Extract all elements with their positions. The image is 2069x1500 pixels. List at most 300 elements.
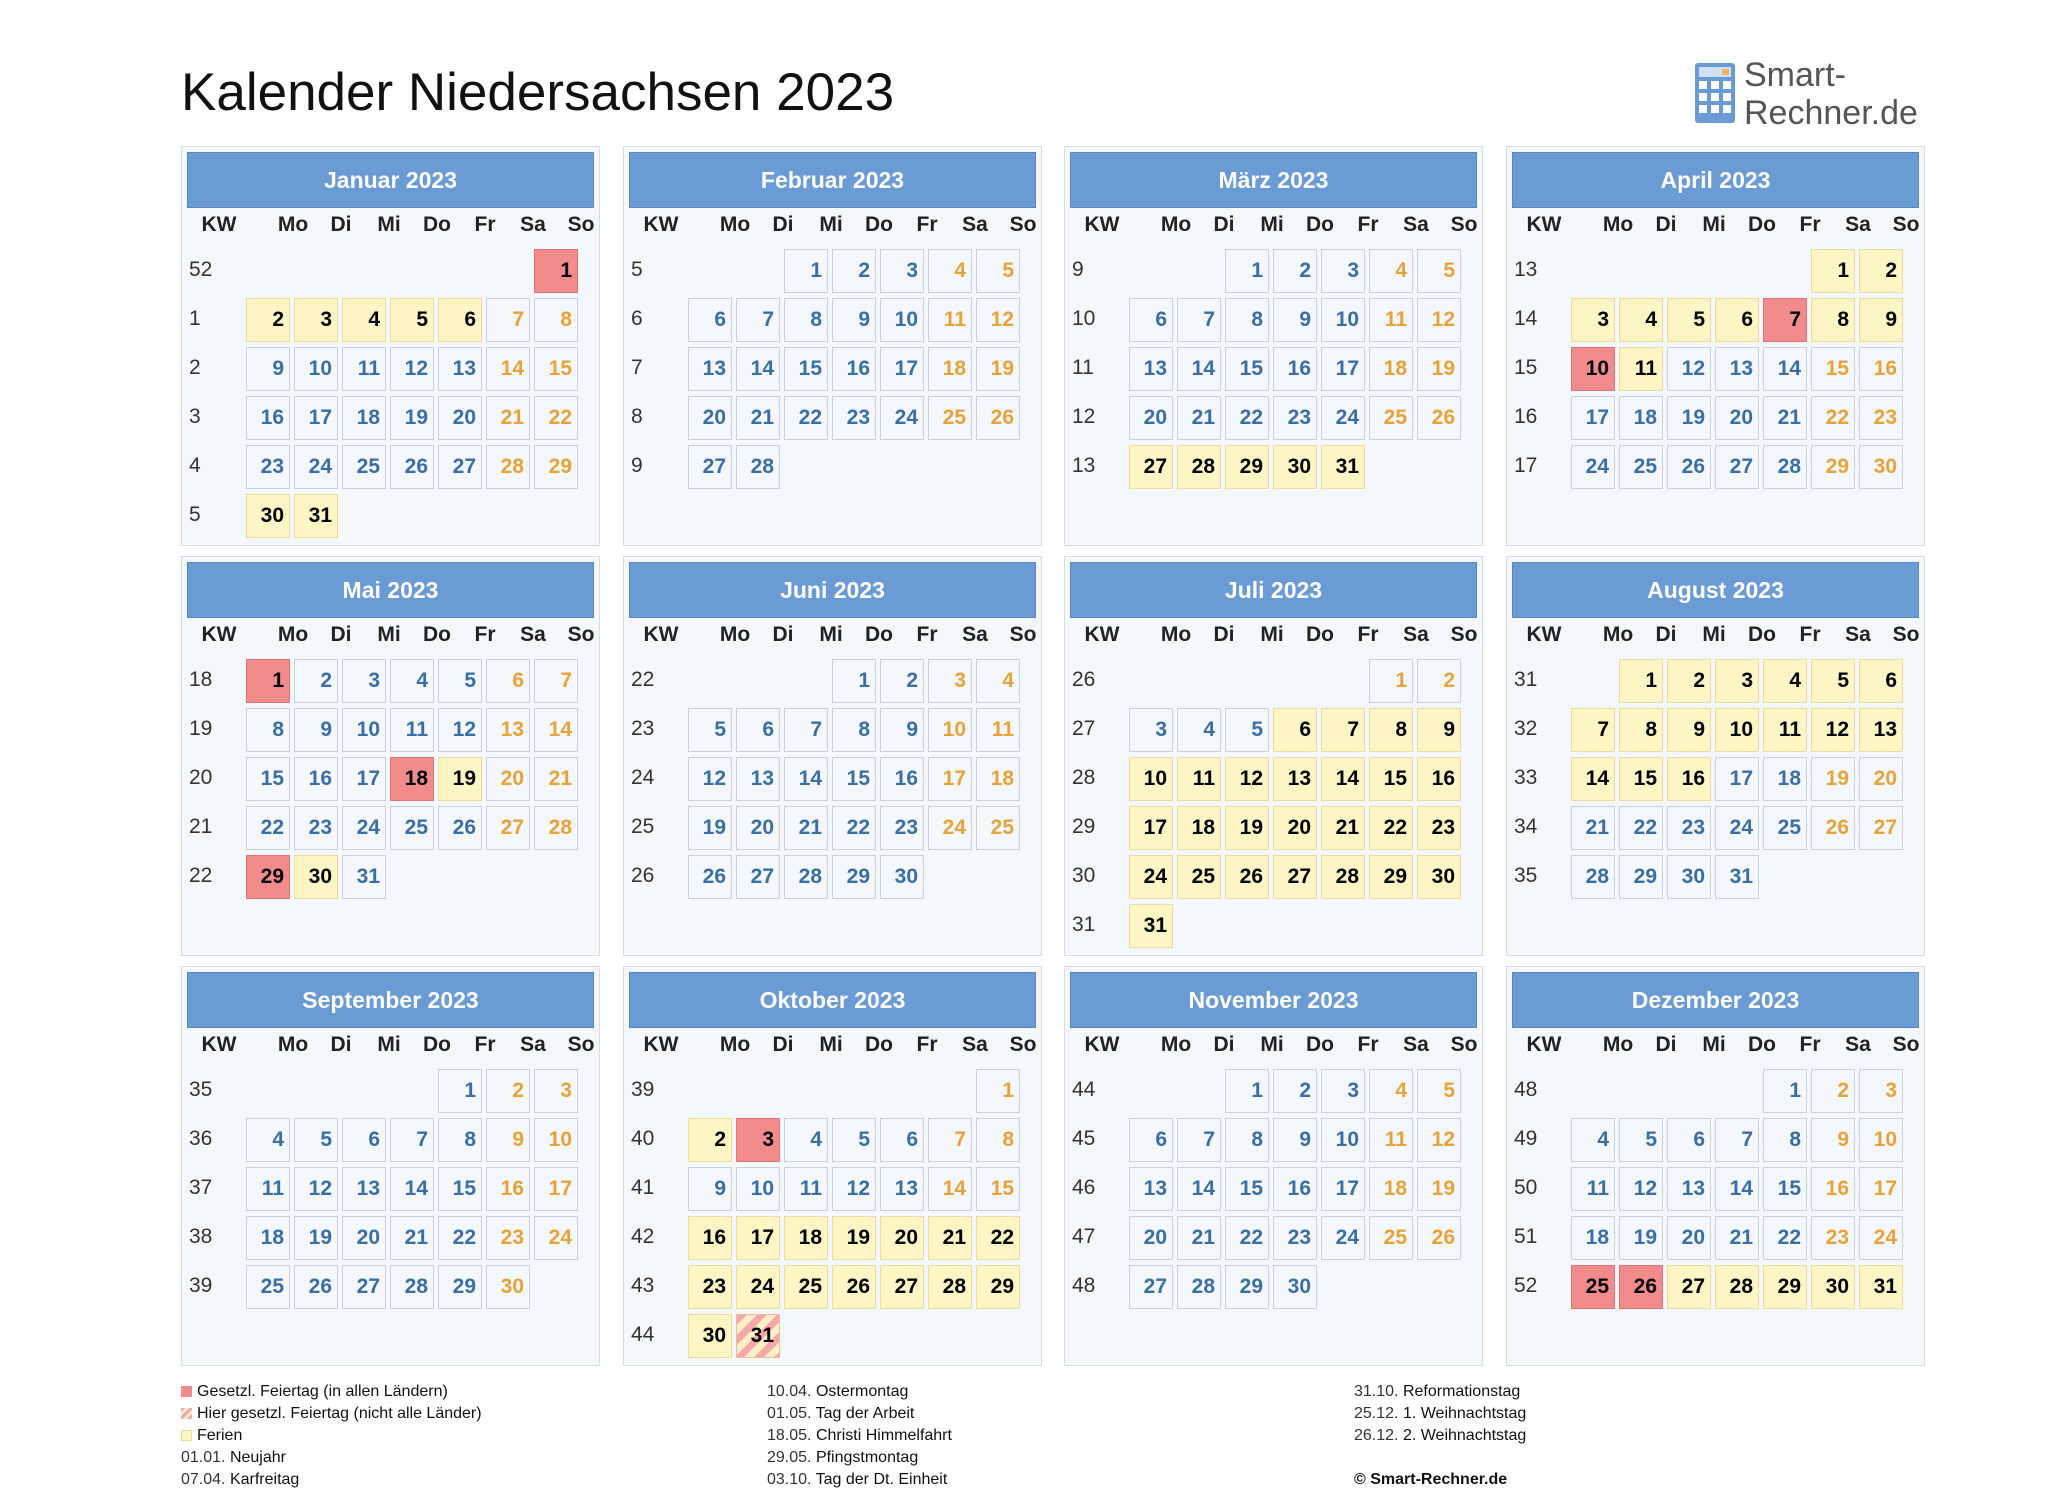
day-cell[interactable]: 26 bbox=[976, 396, 1020, 440]
day-cell[interactable]: 17 bbox=[1859, 1167, 1903, 1211]
day-cell[interactable]: 13 bbox=[736, 757, 780, 801]
day-cell[interactable]: 30 bbox=[1667, 855, 1711, 899]
day-cell[interactable]: 19 bbox=[1811, 757, 1855, 801]
day-cell[interactable]: 7 bbox=[1763, 298, 1807, 342]
day-cell[interactable]: 10 bbox=[1859, 1118, 1903, 1162]
day-cell[interactable]: 11 bbox=[246, 1167, 290, 1211]
day-cell[interactable]: 31 bbox=[1859, 1265, 1903, 1309]
day-cell[interactable]: 17 bbox=[1715, 757, 1759, 801]
day-cell[interactable]: 12 bbox=[1417, 298, 1461, 342]
day-cell[interactable]: 25 bbox=[1571, 1265, 1615, 1309]
day-cell[interactable]: 20 bbox=[486, 757, 530, 801]
day-cell[interactable]: 28 bbox=[736, 445, 780, 489]
day-cell[interactable]: 19 bbox=[688, 806, 732, 850]
day-cell[interactable]: 20 bbox=[688, 396, 732, 440]
day-cell[interactable]: 9 bbox=[486, 1118, 530, 1162]
day-cell[interactable]: 12 bbox=[390, 347, 434, 391]
day-cell[interactable]: 20 bbox=[736, 806, 780, 850]
day-cell[interactable]: 1 bbox=[784, 249, 828, 293]
day-cell[interactable]: 8 bbox=[534, 298, 578, 342]
day-cell[interactable]: 4 bbox=[1619, 298, 1663, 342]
day-cell[interactable]: 5 bbox=[1667, 298, 1711, 342]
day-cell[interactable]: 28 bbox=[1571, 855, 1615, 899]
day-cell[interactable]: 21 bbox=[736, 396, 780, 440]
day-cell[interactable]: 8 bbox=[1369, 708, 1413, 752]
day-cell[interactable]: 24 bbox=[1129, 855, 1173, 899]
day-cell[interactable]: 29 bbox=[534, 445, 578, 489]
day-cell[interactable]: 30 bbox=[1417, 855, 1461, 899]
day-cell[interactable]: 11 bbox=[1619, 347, 1663, 391]
day-cell[interactable]: 27 bbox=[486, 806, 530, 850]
day-cell[interactable]: 9 bbox=[1417, 708, 1461, 752]
day-cell[interactable]: 8 bbox=[1619, 708, 1663, 752]
day-cell[interactable]: 12 bbox=[1619, 1167, 1663, 1211]
day-cell[interactable]: 17 bbox=[1321, 1167, 1365, 1211]
day-cell[interactable]: 19 bbox=[390, 396, 434, 440]
day-cell[interactable]: 15 bbox=[1225, 347, 1269, 391]
day-cell[interactable]: 16 bbox=[1667, 757, 1711, 801]
day-cell[interactable]: 12 bbox=[1417, 1118, 1461, 1162]
day-cell[interactable]: 29 bbox=[1225, 1265, 1269, 1309]
day-cell[interactable]: 31 bbox=[1129, 904, 1173, 948]
day-cell[interactable]: 31 bbox=[1321, 445, 1365, 489]
day-cell[interactable]: 24 bbox=[880, 396, 924, 440]
day-cell[interactable]: 3 bbox=[1859, 1069, 1903, 1113]
day-cell[interactable]: 18 bbox=[928, 347, 972, 391]
day-cell[interactable]: 3 bbox=[1321, 1069, 1365, 1113]
day-cell[interactable]: 30 bbox=[486, 1265, 530, 1309]
day-cell[interactable]: 27 bbox=[1859, 806, 1903, 850]
day-cell[interactable]: 9 bbox=[688, 1167, 732, 1211]
day-cell[interactable]: 1 bbox=[1225, 1069, 1269, 1113]
day-cell[interactable]: 11 bbox=[390, 708, 434, 752]
day-cell[interactable]: 30 bbox=[1811, 1265, 1855, 1309]
day-cell[interactable]: 15 bbox=[438, 1167, 482, 1211]
day-cell[interactable]: 18 bbox=[342, 396, 386, 440]
day-cell[interactable]: 14 bbox=[1763, 347, 1807, 391]
day-cell[interactable]: 13 bbox=[1129, 347, 1173, 391]
day-cell[interactable]: 14 bbox=[784, 757, 828, 801]
day-cell[interactable]: 7 bbox=[1571, 708, 1615, 752]
day-cell[interactable]: 16 bbox=[880, 757, 924, 801]
day-cell[interactable]: 17 bbox=[1571, 396, 1615, 440]
day-cell[interactable]: 7 bbox=[1177, 1118, 1221, 1162]
day-cell[interactable]: 12 bbox=[1811, 708, 1855, 752]
day-cell[interactable]: 25 bbox=[1369, 396, 1413, 440]
day-cell[interactable]: 23 bbox=[1273, 396, 1317, 440]
day-cell[interactable]: 9 bbox=[880, 708, 924, 752]
day-cell[interactable]: 23 bbox=[294, 806, 338, 850]
day-cell[interactable]: 23 bbox=[1273, 1216, 1317, 1260]
day-cell[interactable]: 21 bbox=[928, 1216, 972, 1260]
day-cell[interactable]: 4 bbox=[1369, 1069, 1413, 1113]
day-cell[interactable]: 6 bbox=[1129, 298, 1173, 342]
day-cell[interactable]: 31 bbox=[1715, 855, 1759, 899]
day-cell[interactable]: 20 bbox=[1859, 757, 1903, 801]
day-cell[interactable]: 8 bbox=[246, 708, 290, 752]
day-cell[interactable]: 9 bbox=[1273, 1118, 1317, 1162]
day-cell[interactable]: 30 bbox=[1859, 445, 1903, 489]
day-cell[interactable]: 26 bbox=[1667, 445, 1711, 489]
day-cell[interactable]: 10 bbox=[342, 708, 386, 752]
day-cell[interactable]: 29 bbox=[1811, 445, 1855, 489]
day-cell[interactable]: 14 bbox=[1177, 347, 1221, 391]
day-cell[interactable]: 27 bbox=[688, 445, 732, 489]
day-cell[interactable]: 15 bbox=[246, 757, 290, 801]
day-cell[interactable]: 27 bbox=[1667, 1265, 1711, 1309]
day-cell[interactable]: 5 bbox=[390, 298, 434, 342]
day-cell[interactable]: 21 bbox=[1715, 1216, 1759, 1260]
day-cell[interactable]: 20 bbox=[342, 1216, 386, 1260]
day-cell[interactable]: 5 bbox=[1225, 708, 1269, 752]
day-cell[interactable]: 12 bbox=[1667, 347, 1711, 391]
day-cell[interactable]: 6 bbox=[736, 708, 780, 752]
day-cell[interactable]: 8 bbox=[1763, 1118, 1807, 1162]
day-cell[interactable]: 23 bbox=[246, 445, 290, 489]
day-cell[interactable]: 18 bbox=[1369, 347, 1413, 391]
day-cell[interactable]: 27 bbox=[880, 1265, 924, 1309]
day-cell[interactable]: 11 bbox=[928, 298, 972, 342]
day-cell[interactable]: 30 bbox=[688, 1314, 732, 1358]
day-cell[interactable]: 18 bbox=[246, 1216, 290, 1260]
day-cell[interactable]: 13 bbox=[1859, 708, 1903, 752]
day-cell[interactable]: 18 bbox=[976, 757, 1020, 801]
day-cell[interactable]: 25 bbox=[390, 806, 434, 850]
day-cell[interactable]: 4 bbox=[928, 249, 972, 293]
day-cell[interactable]: 8 bbox=[976, 1118, 1020, 1162]
day-cell[interactable]: 13 bbox=[1715, 347, 1759, 391]
day-cell[interactable]: 8 bbox=[1225, 1118, 1269, 1162]
day-cell[interactable]: 27 bbox=[1715, 445, 1759, 489]
day-cell[interactable]: 19 bbox=[832, 1216, 876, 1260]
day-cell[interactable]: 12 bbox=[438, 708, 482, 752]
day-cell[interactable]: 25 bbox=[784, 1265, 828, 1309]
day-cell[interactable]: 4 bbox=[1177, 708, 1221, 752]
day-cell[interactable]: 21 bbox=[1571, 806, 1615, 850]
day-cell[interactable]: 22 bbox=[534, 396, 578, 440]
day-cell[interactable]: 1 bbox=[832, 659, 876, 703]
day-cell[interactable]: 27 bbox=[342, 1265, 386, 1309]
day-cell[interactable]: 30 bbox=[1273, 445, 1317, 489]
day-cell[interactable]: 10 bbox=[1129, 757, 1173, 801]
day-cell[interactable]: 2 bbox=[832, 249, 876, 293]
day-cell[interactable]: 22 bbox=[1763, 1216, 1807, 1260]
day-cell[interactable]: 1 bbox=[246, 659, 290, 703]
day-cell[interactable]: 2 bbox=[294, 659, 338, 703]
day-cell[interactable]: 11 bbox=[1369, 1118, 1413, 1162]
day-cell[interactable]: 11 bbox=[784, 1167, 828, 1211]
day-cell[interactable]: 15 bbox=[1619, 757, 1663, 801]
day-cell[interactable]: 13 bbox=[438, 347, 482, 391]
day-cell[interactable]: 1 bbox=[1619, 659, 1663, 703]
day-cell[interactable]: 19 bbox=[1417, 1167, 1461, 1211]
day-cell[interactable]: 15 bbox=[1763, 1167, 1807, 1211]
day-cell[interactable]: 30 bbox=[294, 855, 338, 899]
day-cell[interactable]: 7 bbox=[534, 659, 578, 703]
day-cell[interactable]: 3 bbox=[928, 659, 972, 703]
day-cell[interactable]: 4 bbox=[1763, 659, 1807, 703]
day-cell[interactable]: 9 bbox=[832, 298, 876, 342]
day-cell[interactable]: 26 bbox=[1417, 1216, 1461, 1260]
day-cell[interactable]: 4 bbox=[1571, 1118, 1615, 1162]
day-cell[interactable]: 9 bbox=[1667, 708, 1711, 752]
day-cell[interactable]: 3 bbox=[1129, 708, 1173, 752]
day-cell[interactable]: 18 bbox=[784, 1216, 828, 1260]
brand-logo[interactable] bbox=[1694, 58, 1934, 130]
day-cell[interactable]: 6 bbox=[1859, 659, 1903, 703]
day-cell[interactable]: 15 bbox=[976, 1167, 1020, 1211]
day-cell[interactable]: 25 bbox=[1619, 445, 1663, 489]
day-cell[interactable]: 28 bbox=[534, 806, 578, 850]
day-cell[interactable]: 29 bbox=[438, 1265, 482, 1309]
day-cell[interactable]: 4 bbox=[976, 659, 1020, 703]
day-cell[interactable]: 19 bbox=[294, 1216, 338, 1260]
day-cell[interactable]: 24 bbox=[1859, 1216, 1903, 1260]
day-cell[interactable]: 7 bbox=[486, 298, 530, 342]
day-cell[interactable]: 5 bbox=[1811, 659, 1855, 703]
day-cell[interactable]: 15 bbox=[1369, 757, 1413, 801]
day-cell[interactable]: 14 bbox=[486, 347, 530, 391]
day-cell[interactable]: 21 bbox=[1177, 396, 1221, 440]
day-cell[interactable]: 1 bbox=[976, 1069, 1020, 1113]
day-cell[interactable]: 10 bbox=[880, 298, 924, 342]
day-cell[interactable]: 14 bbox=[534, 708, 578, 752]
day-cell[interactable]: 22 bbox=[976, 1216, 1020, 1260]
day-cell[interactable]: 3 bbox=[880, 249, 924, 293]
day-cell[interactable]: 25 bbox=[1763, 806, 1807, 850]
day-cell[interactable]: 16 bbox=[246, 396, 290, 440]
day-cell[interactable]: 9 bbox=[1273, 298, 1317, 342]
day-cell[interactable]: 25 bbox=[976, 806, 1020, 850]
day-cell[interactable]: 1 bbox=[1811, 249, 1855, 293]
day-cell[interactable]: 14 bbox=[390, 1167, 434, 1211]
day-cell[interactable]: 10 bbox=[534, 1118, 578, 1162]
day-cell[interactable]: 20 bbox=[880, 1216, 924, 1260]
day-cell[interactable]: 24 bbox=[736, 1265, 780, 1309]
day-cell[interactable]: 14 bbox=[736, 347, 780, 391]
day-cell[interactable]: 22 bbox=[832, 806, 876, 850]
day-cell[interactable]: 27 bbox=[1273, 855, 1317, 899]
day-cell[interactable]: 26 bbox=[1811, 806, 1855, 850]
day-cell[interactable]: 1 bbox=[1369, 659, 1413, 703]
day-cell[interactable]: 3 bbox=[1715, 659, 1759, 703]
day-cell[interactable]: 14 bbox=[1177, 1167, 1221, 1211]
day-cell[interactable]: 25 bbox=[342, 445, 386, 489]
day-cell[interactable]: 28 bbox=[784, 855, 828, 899]
day-cell[interactable]: 23 bbox=[832, 396, 876, 440]
day-cell[interactable]: 6 bbox=[1667, 1118, 1711, 1162]
day-cell[interactable]: 5 bbox=[832, 1118, 876, 1162]
day-cell[interactable]: 20 bbox=[438, 396, 482, 440]
day-cell[interactable]: 29 bbox=[1763, 1265, 1807, 1309]
day-cell[interactable]: 9 bbox=[246, 347, 290, 391]
day-cell[interactable]: 31 bbox=[294, 494, 338, 538]
day-cell[interactable]: 4 bbox=[246, 1118, 290, 1162]
day-cell[interactable]: 22 bbox=[1225, 1216, 1269, 1260]
day-cell[interactable]: 22 bbox=[1619, 806, 1663, 850]
day-cell[interactable]: 16 bbox=[1859, 347, 1903, 391]
day-cell[interactable]: 10 bbox=[736, 1167, 780, 1211]
day-cell[interactable]: 20 bbox=[1667, 1216, 1711, 1260]
day-cell[interactable]: 6 bbox=[688, 298, 732, 342]
day-cell[interactable]: 2 bbox=[880, 659, 924, 703]
day-cell[interactable]: 24 bbox=[928, 806, 972, 850]
day-cell[interactable]: 21 bbox=[1177, 1216, 1221, 1260]
day-cell[interactable]: 28 bbox=[1177, 445, 1221, 489]
day-cell[interactable]: 12 bbox=[294, 1167, 338, 1211]
day-cell[interactable]: 20 bbox=[1273, 806, 1317, 850]
day-cell[interactable]: 19 bbox=[1667, 396, 1711, 440]
day-cell[interactable]: 16 bbox=[294, 757, 338, 801]
day-cell[interactable]: 8 bbox=[438, 1118, 482, 1162]
day-cell[interactable]: 6 bbox=[438, 298, 482, 342]
day-cell[interactable]: 26 bbox=[1619, 1265, 1663, 1309]
day-cell[interactable]: 13 bbox=[486, 708, 530, 752]
day-cell[interactable]: 26 bbox=[1225, 855, 1269, 899]
day-cell[interactable]: 17 bbox=[928, 757, 972, 801]
day-cell[interactable]: 22 bbox=[438, 1216, 482, 1260]
day-cell[interactable]: 18 bbox=[1369, 1167, 1413, 1211]
day-cell[interactable]: 13 bbox=[1667, 1167, 1711, 1211]
day-cell[interactable]: 1 bbox=[1763, 1069, 1807, 1113]
day-cell[interactable]: 15 bbox=[1811, 347, 1855, 391]
day-cell[interactable]: 10 bbox=[294, 347, 338, 391]
day-cell[interactable]: 21 bbox=[534, 757, 578, 801]
day-cell[interactable]: 20 bbox=[1129, 1216, 1173, 1260]
day-cell[interactable]: 1 bbox=[438, 1069, 482, 1113]
day-cell[interactable]: 11 bbox=[1763, 708, 1807, 752]
day-cell[interactable]: 4 bbox=[390, 659, 434, 703]
day-cell[interactable]: 28 bbox=[1763, 445, 1807, 489]
day-cell[interactable]: 13 bbox=[1129, 1167, 1173, 1211]
day-cell[interactable]: 16 bbox=[1273, 1167, 1317, 1211]
day-cell[interactable]: 1 bbox=[1225, 249, 1269, 293]
day-cell[interactable]: 23 bbox=[1859, 396, 1903, 440]
day-cell[interactable]: 28 bbox=[928, 1265, 972, 1309]
day-cell[interactable]: 21 bbox=[390, 1216, 434, 1260]
day-cell[interactable]: 15 bbox=[784, 347, 828, 391]
day-cell[interactable]: 10 bbox=[928, 708, 972, 752]
day-cell[interactable]: 7 bbox=[1715, 1118, 1759, 1162]
day-cell[interactable]: 28 bbox=[390, 1265, 434, 1309]
day-cell[interactable]: 22 bbox=[1225, 396, 1269, 440]
day-cell[interactable]: 3 bbox=[294, 298, 338, 342]
day-cell[interactable]: 13 bbox=[342, 1167, 386, 1211]
day-cell[interactable]: 12 bbox=[688, 757, 732, 801]
day-cell[interactable]: 16 bbox=[1273, 347, 1317, 391]
day-cell[interactable]: 26 bbox=[1417, 396, 1461, 440]
day-cell[interactable]: 5 bbox=[1417, 1069, 1461, 1113]
day-cell[interactable]: 5 bbox=[1619, 1118, 1663, 1162]
day-cell[interactable]: 10 bbox=[1571, 347, 1615, 391]
day-cell[interactable]: 6 bbox=[1129, 1118, 1173, 1162]
day-cell[interactable]: 7 bbox=[1177, 298, 1221, 342]
day-cell[interactable]: 27 bbox=[736, 855, 780, 899]
day-cell[interactable]: 29 bbox=[1225, 445, 1269, 489]
day-cell[interactable]: 25 bbox=[928, 396, 972, 440]
day-cell[interactable]: 3 bbox=[736, 1118, 780, 1162]
day-cell[interactable]: 7 bbox=[1321, 708, 1365, 752]
day-cell[interactable]: 29 bbox=[1619, 855, 1663, 899]
day-cell[interactable]: 16 bbox=[832, 347, 876, 391]
day-cell[interactable]: 18 bbox=[1177, 806, 1221, 850]
day-cell[interactable]: 31 bbox=[736, 1314, 780, 1358]
day-cell[interactable]: 9 bbox=[294, 708, 338, 752]
day-cell[interactable]: 6 bbox=[1715, 298, 1759, 342]
day-cell[interactable]: 12 bbox=[832, 1167, 876, 1211]
day-cell[interactable]: 19 bbox=[1417, 347, 1461, 391]
day-cell[interactable]: 24 bbox=[1715, 806, 1759, 850]
day-cell[interactable]: 18 bbox=[390, 757, 434, 801]
day-cell[interactable]: 11 bbox=[342, 347, 386, 391]
day-cell[interactable]: 17 bbox=[342, 757, 386, 801]
day-cell[interactable]: 16 bbox=[688, 1216, 732, 1260]
day-cell[interactable]: 23 bbox=[1811, 1216, 1855, 1260]
day-cell[interactable]: 23 bbox=[486, 1216, 530, 1260]
day-cell[interactable]: 19 bbox=[1225, 806, 1269, 850]
day-cell[interactable]: 7 bbox=[736, 298, 780, 342]
day-cell[interactable]: 3 bbox=[1321, 249, 1365, 293]
day-cell[interactable]: 2 bbox=[1859, 249, 1903, 293]
day-cell[interactable]: 17 bbox=[534, 1167, 578, 1211]
day-cell[interactable]: 24 bbox=[342, 806, 386, 850]
day-cell[interactable]: 25 bbox=[1177, 855, 1221, 899]
day-cell[interactable]: 29 bbox=[246, 855, 290, 899]
day-cell[interactable]: 8 bbox=[1225, 298, 1269, 342]
day-cell[interactable]: 29 bbox=[1369, 855, 1413, 899]
day-cell[interactable]: 4 bbox=[1369, 249, 1413, 293]
day-cell[interactable]: 6 bbox=[342, 1118, 386, 1162]
day-cell[interactable]: 16 bbox=[1811, 1167, 1855, 1211]
day-cell[interactable]: 10 bbox=[1321, 298, 1365, 342]
day-cell[interactable]: 12 bbox=[1225, 757, 1269, 801]
day-cell[interactable]: 17 bbox=[1129, 806, 1173, 850]
day-cell[interactable]: 14 bbox=[1571, 757, 1615, 801]
day-cell[interactable]: 2 bbox=[1667, 659, 1711, 703]
day-cell[interactable]: 28 bbox=[486, 445, 530, 489]
day-cell[interactable]: 13 bbox=[688, 347, 732, 391]
day-cell[interactable]: 11 bbox=[1369, 298, 1413, 342]
day-cell[interactable]: 10 bbox=[1715, 708, 1759, 752]
day-cell[interactable]: 24 bbox=[534, 1216, 578, 1260]
day-cell[interactable]: 11 bbox=[976, 708, 1020, 752]
day-cell[interactable]: 25 bbox=[1369, 1216, 1413, 1260]
day-cell[interactable]: 21 bbox=[1763, 396, 1807, 440]
day-cell[interactable]: 17 bbox=[880, 347, 924, 391]
day-cell[interactable]: 5 bbox=[1417, 249, 1461, 293]
day-cell[interactable]: 6 bbox=[486, 659, 530, 703]
day-cell[interactable]: 9 bbox=[1859, 298, 1903, 342]
day-cell[interactable]: 27 bbox=[1129, 445, 1173, 489]
day-cell[interactable]: 27 bbox=[438, 445, 482, 489]
day-cell[interactable]: 22 bbox=[784, 396, 828, 440]
day-cell[interactable]: 26 bbox=[294, 1265, 338, 1309]
day-cell[interactable]: 21 bbox=[784, 806, 828, 850]
day-cell[interactable]: 5 bbox=[438, 659, 482, 703]
day-cell[interactable]: 14 bbox=[1715, 1167, 1759, 1211]
day-cell[interactable]: 7 bbox=[784, 708, 828, 752]
day-cell[interactable]: 30 bbox=[1273, 1265, 1317, 1309]
day-cell[interactable]: 22 bbox=[246, 806, 290, 850]
day-cell[interactable]: 11 bbox=[1571, 1167, 1615, 1211]
day-cell[interactable]: 25 bbox=[246, 1265, 290, 1309]
day-cell[interactable]: 9 bbox=[1811, 1118, 1855, 1162]
day-cell[interactable]: 31 bbox=[342, 855, 386, 899]
day-cell[interactable]: 26 bbox=[688, 855, 732, 899]
day-cell[interactable]: 2 bbox=[246, 298, 290, 342]
day-cell[interactable]: 18 bbox=[1571, 1216, 1615, 1260]
day-cell[interactable]: 24 bbox=[294, 445, 338, 489]
